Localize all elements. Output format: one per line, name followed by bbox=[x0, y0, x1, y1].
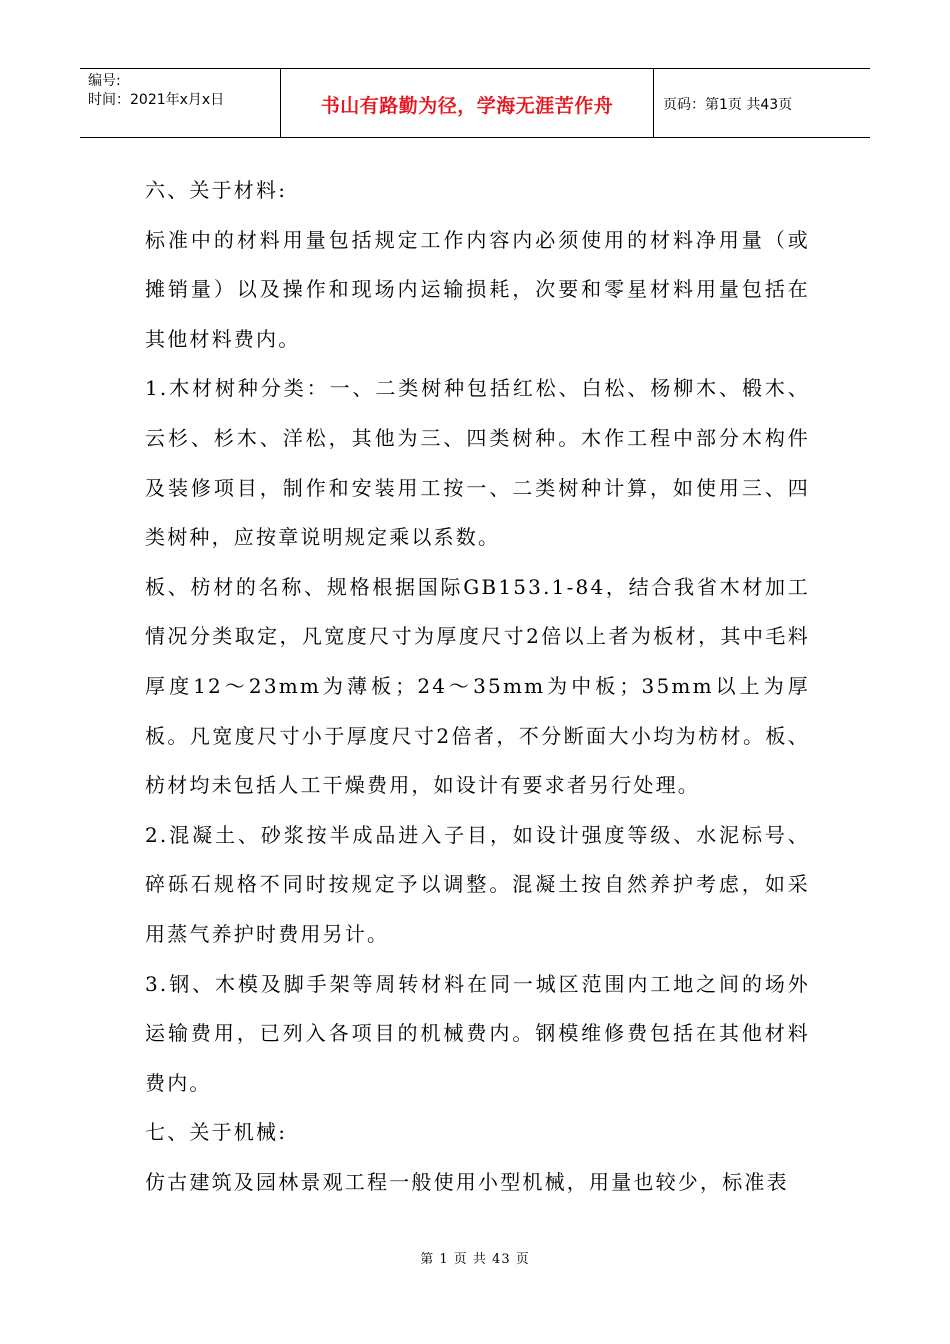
header-page-cell bbox=[653, 69, 870, 137]
date-label: 时间：2021年x月x日 bbox=[88, 92, 225, 108]
header-motto-cell bbox=[280, 69, 654, 137]
page-footer: 第 1 页 共 43 页 bbox=[420, 1252, 530, 1267]
header-page-info: 页码：第1页 共43页 bbox=[663, 97, 793, 113]
section-heading-machinery: 七、关于机械: bbox=[145, 1120, 288, 1145]
paragraph-board-lumber: 板、枋材的名称、规格根据国际GB153.1-84，结合我省木材加工情况分类取定，凡宽度尺寸为厚度尺寸2倍以上者为板材，其中毛料厚度12～23mm为薄板；24～35mm为中板；35mm以上为厚板。凡宽度尺寸小于厚度尺寸2倍者，不分断面大小均为枋材。板、枋材均未包括人工干燥费用，如设计有要求者另行处理。 bbox=[145, 574, 810, 798]
motto-text: 书山有路勤为径，学海无涯苦作舟 bbox=[320, 95, 614, 117]
header-meta-cell bbox=[80, 69, 280, 137]
paragraph-machinery: 仿古建筑及园林景观工程一般使用小型机械，用量也较少，标准表 bbox=[145, 1169, 789, 1194]
paragraph-formwork-scaffold: 3.钢、木模及脚手架等周转材料在同一城区范围内工地之间的场外运输费用，已列入各项目的机械费内。钢模维修费包括在其他材料费内。 bbox=[145, 971, 810, 1095]
document-body bbox=[145, 166, 810, 1207]
section-heading-materials: 六、关于材料: bbox=[145, 178, 288, 202]
paragraph-material-usage: 标准中的材料用量包括规定工作内容内必须使用的材料净用量（或摊销量）以及操作和现场内运输损耗，次要和零星材料用量包括在其他材料费内。 bbox=[145, 227, 810, 351]
serial-number-label: 编号: bbox=[88, 73, 121, 89]
paragraph-concrete-mortar: 2.混凝土、砂浆按半成品进入子目，如设计强度等级、水泥标号、碎砾石规格不同时按规定予以调整。混凝土按自然养护考虑，如采用蒸气养护时费用另计。 bbox=[145, 822, 810, 946]
paragraph-wood-species: 1.木材树种分类：一、二类树种包括红松、白松、杨柳木、椴木、云杉、杉木、洋松，其他为三、四类树种。木作工程中部分木构件及装修项目，制作和安装用工按一、二类树种计算，如使用三、四类树种，应按章说明规定乘以系数。 bbox=[145, 376, 810, 550]
page-header bbox=[80, 68, 870, 138]
